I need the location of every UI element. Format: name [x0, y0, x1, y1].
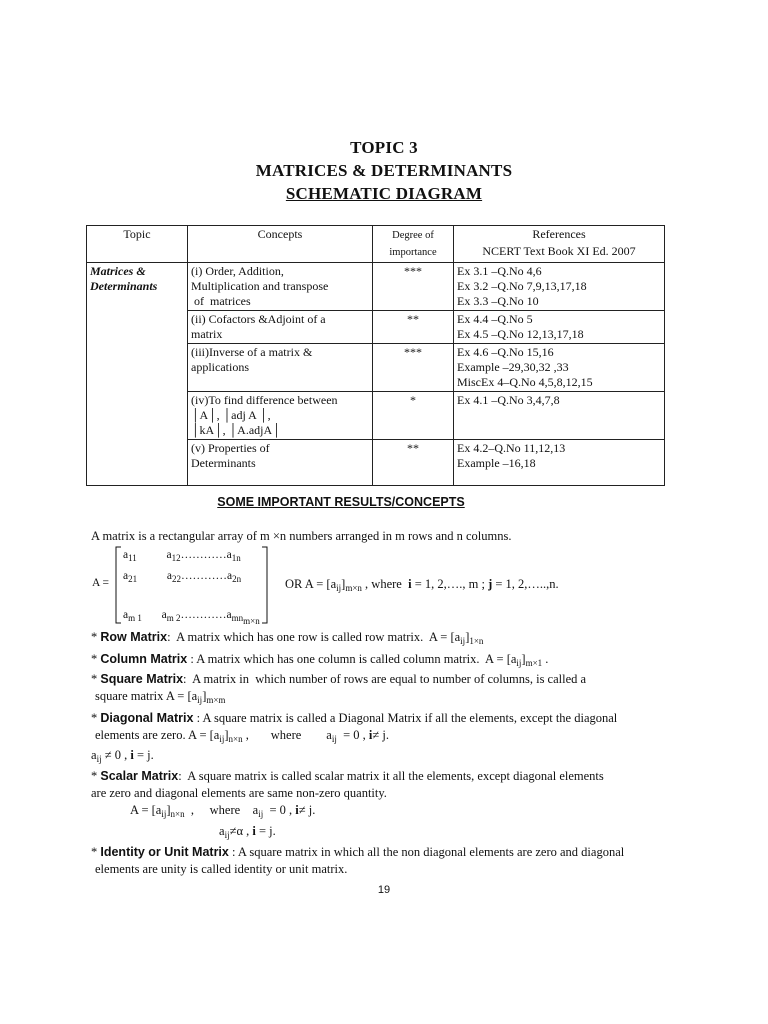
scalar-matrix-line2: are zero and diagonal elements are same non-zero quantity.: [91, 786, 387, 800]
header-concepts: Concepts: [188, 226, 373, 263]
definition-text: .: [542, 652, 549, 666]
subscript: ij: [197, 695, 203, 705]
reference-line: Ex 3.1 –Q.No 4,6: [457, 264, 542, 278]
concept-line: Determinants: [191, 456, 256, 470]
element: …………a: [180, 570, 233, 582]
column-matrix-definition: [91, 651, 548, 668]
concept-line: (v) Properties of: [191, 441, 270, 455]
element-index: 21: [128, 574, 138, 584]
element: a: [123, 609, 129, 621]
header-degree-line1: Degree of: [392, 230, 434, 241]
element: a: [161, 609, 167, 621]
element-index: m 1: [128, 613, 142, 623]
element-index: 11: [128, 553, 137, 563]
definition-text: : A square matrix is called a Diagonal Matrix if all the elements, except the diagonal: [193, 711, 618, 725]
diagram-title: SCHEMATIC DIAGRAM: [285, 184, 483, 203]
concept-line: (ii) Cofactors &Adjoint of a: [191, 312, 326, 326]
table-row: [87, 263, 665, 311]
concept-line: matrix: [191, 327, 223, 341]
concept-cell: [188, 263, 373, 311]
element: …………a: [180, 609, 232, 621]
degree-cell: **: [373, 311, 454, 344]
definition-text: a: [219, 824, 225, 838]
reference-line: Example –16,18: [457, 456, 536, 470]
concept-cell: [188, 440, 373, 486]
subscript: m×m: [206, 695, 226, 705]
reference-line: Ex 4.4 –Q.No 5: [457, 312, 533, 326]
subscript: ij: [516, 658, 522, 668]
references-cell: [454, 263, 665, 311]
index-i: i: [408, 577, 412, 591]
element: a: [123, 570, 129, 582]
bullet: *: [91, 769, 101, 783]
bullet: *: [91, 672, 101, 686]
subscript: ij: [331, 734, 337, 744]
definition-text: elements are zero. A = [a: [95, 728, 220, 742]
definition-text: ]: [166, 803, 171, 817]
element-index: 22: [171, 574, 181, 584]
definition-text: : A matrix in which number of rows are equal to number of columns, is called a: [183, 672, 587, 686]
matrix-lhs: A =: [92, 577, 110, 589]
concept-line: Multiplication and transpose: [191, 279, 329, 293]
topic-line1: Matrices &: [90, 264, 146, 278]
definition-text: = j.: [133, 748, 154, 762]
subscript: ij: [219, 734, 225, 744]
reference-line: Ex 4.6 –Q.No 15,16: [457, 345, 554, 359]
index-i: i: [130, 748, 134, 762]
topic-line2: Determinants: [90, 279, 158, 293]
definition-text: A = [a: [130, 803, 162, 817]
references-cell: [454, 440, 665, 486]
index-j: j: [488, 577, 493, 591]
concept-line: (iv)To find difference between: [191, 393, 338, 407]
element-index: 12: [171, 553, 181, 563]
matrix-definition: A matrix is a rectangular array of m ×n numbers arranged in m rows and n columns.: [91, 529, 512, 543]
definition-text: : A matrix which has one column is called column matrix. A = [a: [187, 652, 517, 666]
subscript: 1×n: [469, 636, 484, 646]
chapter-title: MATRICES & DETERMINANTS: [255, 161, 513, 180]
concept-line: applications: [191, 360, 249, 374]
section-heading: SOME IMPORTANT RESULTS/CONCEPTS: [217, 495, 465, 509]
definition-text: square matrix A = [a: [95, 689, 198, 703]
concept-line: │A│, │adj A │,: [191, 408, 271, 422]
topic-number: TOPIC 3: [350, 138, 418, 157]
term: Square Matrix: [100, 672, 184, 686]
definition-text: ]: [202, 689, 207, 703]
table-header-row: [87, 226, 665, 263]
reference-line: Ex 4.5 –Q.No 12,13,17,18: [457, 327, 584, 341]
header-references: [454, 226, 665, 263]
scalar-matrix-definition: [91, 768, 604, 784]
concept-cell: [188, 311, 373, 344]
page-number: 19: [377, 884, 391, 896]
definition-text: : A square matrix in which all the non diagonal elements are zero and diagonal: [228, 845, 625, 859]
subscript: m×n: [345, 583, 362, 593]
term: Identity or Unit Matrix: [100, 845, 229, 859]
subscript: ij: [224, 830, 230, 840]
reference-line: Example –29,30,32 ,33: [457, 360, 569, 374]
header-references-sub: NCERT Text Book XI Ed. 2007: [482, 244, 636, 258]
degree-cell: ***: [373, 344, 454, 392]
concept-line: of matrices: [191, 294, 251, 308]
subscript: ij: [336, 583, 342, 593]
element-index: 2n: [232, 574, 242, 584]
element-index: m 2: [166, 613, 181, 623]
matrix-size: m×n: [243, 616, 260, 626]
term: Scalar Matrix: [100, 769, 179, 783]
index-i: i: [368, 728, 373, 742]
header-references-label: References: [532, 227, 586, 241]
definition-text: ≠ 0 ,: [101, 748, 131, 762]
subscript: n×n: [228, 734, 243, 744]
square-matrix-line2: [95, 688, 225, 705]
definition-text: , where a: [184, 803, 259, 817]
concept-line: │kA│, │A.adjA│: [191, 423, 281, 437]
identity-matrix-line2: elements are unity is called identity or unit matrix.: [95, 862, 348, 876]
notation-text: , where: [361, 577, 409, 591]
subscript: m×1: [525, 658, 543, 668]
definition-text: ]: [465, 630, 470, 644]
term: Column Matrix: [100, 652, 188, 666]
element-index: mn: [231, 613, 244, 623]
index-i: i: [295, 803, 299, 817]
reference-line: MiscEx 4–Q.No 4,5,8,12,15: [457, 375, 593, 389]
bullet: *: [91, 845, 101, 859]
definition-text: : A matrix which has one row is called row matrix. A = [a: [167, 630, 461, 644]
square-matrix-definition: [91, 671, 586, 687]
term: Diagonal Matrix: [100, 711, 194, 725]
element: a: [166, 570, 172, 582]
definition-text: ≠ j.: [298, 803, 316, 817]
definition-text: a: [91, 748, 97, 762]
header-topic: Topic: [87, 226, 188, 263]
degree-cell: ***: [373, 263, 454, 311]
bullet: *: [91, 711, 101, 725]
definition-text: = j.: [255, 824, 276, 838]
concept-line: (i) Order, Addition,: [191, 264, 284, 278]
definition-text: = 0 ,: [336, 728, 369, 742]
matrix-row-3: [123, 608, 260, 626]
subscript: n×n: [170, 809, 185, 819]
matrix-row-2: [123, 569, 241, 583]
references-cell: [454, 392, 665, 440]
concept-cell: [188, 392, 373, 440]
definition-text: , where a: [242, 728, 332, 742]
index-i: i: [252, 824, 256, 838]
subscript: ij: [161, 809, 167, 819]
topic-cell: [87, 263, 188, 486]
concept-cell: [188, 344, 373, 392]
term: Row Matrix: [100, 630, 168, 644]
identity-matrix-definition: [91, 844, 624, 860]
definition-text: ≠α ,: [229, 824, 253, 838]
subscript: ij: [96, 754, 102, 764]
degree-cell: **: [373, 440, 454, 486]
reference-line: Ex 3.3 –Q.No 10: [457, 294, 539, 308]
subscript: ij: [460, 636, 466, 646]
references-cell: [454, 344, 665, 392]
reference-line: Ex 4.1 –Q.No 3,4,7,8: [457, 393, 560, 407]
diagonal-matrix-definition: [91, 710, 617, 726]
element-index: 1n: [231, 553, 241, 563]
definition-text: : A square matrix is called scalar matrix it all the elements, except diagonal elements: [178, 769, 604, 783]
diagonal-matrix-line3: [91, 747, 154, 764]
scalar-matrix-line4: [219, 823, 276, 840]
schematic-table: [86, 225, 665, 486]
reference-line: Ex 4.2–Q.No 11,12,13: [457, 441, 566, 455]
element: …………a: [180, 549, 232, 561]
scalar-matrix-line3: [130, 802, 315, 819]
reference-line: Ex 3.2 –Q.No 7,9,13,17,18: [457, 279, 587, 293]
subscript: ij: [258, 809, 264, 819]
notation-text: = 1, 2,…., m ;: [411, 577, 489, 591]
notation-text: OR A = [a: [285, 577, 337, 591]
definition-text: = 0 ,: [263, 803, 296, 817]
matrix-row-1: [123, 548, 241, 562]
element: a: [123, 549, 129, 561]
definition-text: ≠ j.: [372, 728, 389, 742]
element: a: [166, 549, 172, 561]
bullet: *: [91, 630, 101, 644]
header-degree: [373, 226, 454, 263]
header-degree-line2: importance: [389, 247, 437, 258]
bullet: *: [91, 652, 101, 666]
concept-line: (iii)Inverse of a matrix &: [191, 345, 313, 359]
notation-text: = 1, 2,…..,n.: [492, 577, 559, 591]
definition-text: ]: [521, 652, 526, 666]
references-cell: [454, 311, 665, 344]
matrix-notation: OR $A = [a_{ij}]_{m\times n}$ , where i = 1, 2,…., m ; j = 1, 2,…..,n.: [285, 577, 559, 593]
degree-cell: *: [373, 392, 454, 440]
definition-text: ]: [224, 728, 229, 742]
diagonal-matrix-line2: [95, 727, 389, 744]
row-matrix-definition: [91, 629, 483, 646]
